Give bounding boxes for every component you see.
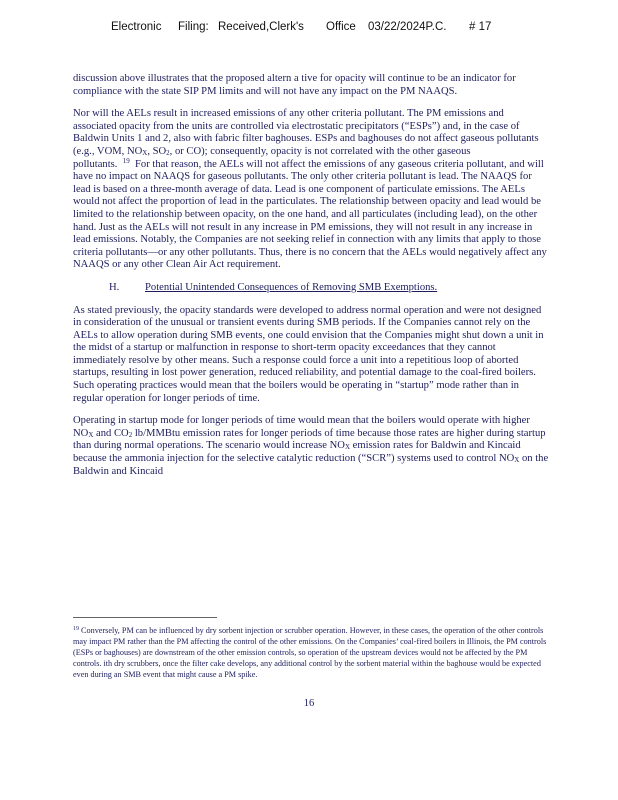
header-date: 03/22/2024P.C.: [368, 21, 447, 33]
paragraph-startup-mode: Operating in startup mode for longer periods of time would mean that the boilers would operate with higher $NO_X$ and $CO_2$ lb/MMBtu emission rates for longer periods of time because those rates are higher during startup than during normal operations. The scenario would increase $NO_X$ emission rates for Baldwin and Kincaid because the ammonia injection for the selective catalytic reduction (“SCR”) systems used to control $NO_X$ on the Baldwin and Kincaid: [73, 415, 549, 477]
footnote-number: 19: [73, 626, 79, 632]
section-title: Potential Unintended Consequences of Removing SMB Exemptions.: [145, 281, 438, 293]
footnote-text: Conversely, PM can be influenced by dry sorbent injection or scrubber operation. However, in these cases, the operation of the other controls may impact PM rather than the PM affecting the control of the other emissions. On the Companies’ coal-fired boilers in Illinois, the PM controls (ESPs or baghouses) are downstream of the other emission controls, so operation of the upstream devices would not be affected by the PM controls. ith dry scrubbers, once the filter cake develops, any additional control by the sorbent material within the baghouse would be expected even during an SMB event that might cause a PM spike.: [73, 626, 547, 679]
footnote-divider: [73, 617, 217, 618]
section-letter: H.: [109, 281, 120, 293]
header-filing: Filing:: [178, 21, 209, 33]
page-number: 16: [303, 698, 315, 709]
header-electronic: Electronic: [111, 21, 162, 33]
footnote-reference: 19: [122, 156, 130, 165]
footnote: [73, 625, 549, 680]
document-body: [73, 73, 549, 488]
header-received: Received,Clerk's: [218, 21, 304, 33]
header-office: Office: [326, 21, 356, 33]
section-heading: [73, 282, 549, 295]
header-number: # 17: [469, 21, 492, 33]
paragraph-opacity-indicator: discussion above illustrates that the proposed altern a tive for opacity will continue to be an indicator for compliance with the state SIP PM limits and will not have any impact on the PM NAAQS.: [73, 73, 516, 97]
paragraph-smb-consequences: As stated previously, the opacity standards were developed to address normal operation and were not designed in consideration of the unusual or transient events during SMB periods. If the Companies cannot rely on the AELs to allow operation during SMB events, one could envision that the Companies might shut down a unit in the midst of a startup or malfunction in response to short-term opacity exceedances that they cannot immediately resolve by other means. Such a response could force a unit into a repetitious loop of aborted startups, resulting in lost power generation, reduced reliability, and potential damage to the coal-fired boilers. Such operating practices would mean that the boilers would be operating in “startup” mode rather than in regular operation for longer periods of time.: [73, 304, 544, 404]
paragraph-other-pollutants: Nor will the AELs result in increased emissions of any other criteria pollutant. The PM emissions and associated opacity from the units are controlled via electrostatic precipitators (“ESPs”) and, in the case of Baldwin Units 1 and 2, also with fabric filter baghouses. ESPs and baghouses do not affect gaseous pollutants (e.g., VOM, $NO_X$, $SO_2$, or CO); consequently, opacity is not correlated with the other gaseous pollutants. $^{19}$ For that reason, the AELs will not affect the emissions of any gaseous criteria pollutant, and will have no impact on NAAQS for gaseous pollutants. The only other criteria pollutant is lead. The NAAQS for lead is based on a three-month average of data. Lead is one component of particulate emissions. The AELs would not affect the proportion of lead in the particulates. The relationship between opacity and lead would be limited to the relationship between opacity, on the one hand, and all particulates (including lead), on the other hand. Just as the AELs will not result in any increase in PM emissions, they will not result in any increase in lead emissions. Notably, the Companies are not seeking relief in connection with any limits that apply to those criteria pollutants—or any other pollutants. Thus, there is no concern that the AELs would negatively affect any NAAQS or any other Clean Air Act requirement.: [73, 108, 547, 271]
